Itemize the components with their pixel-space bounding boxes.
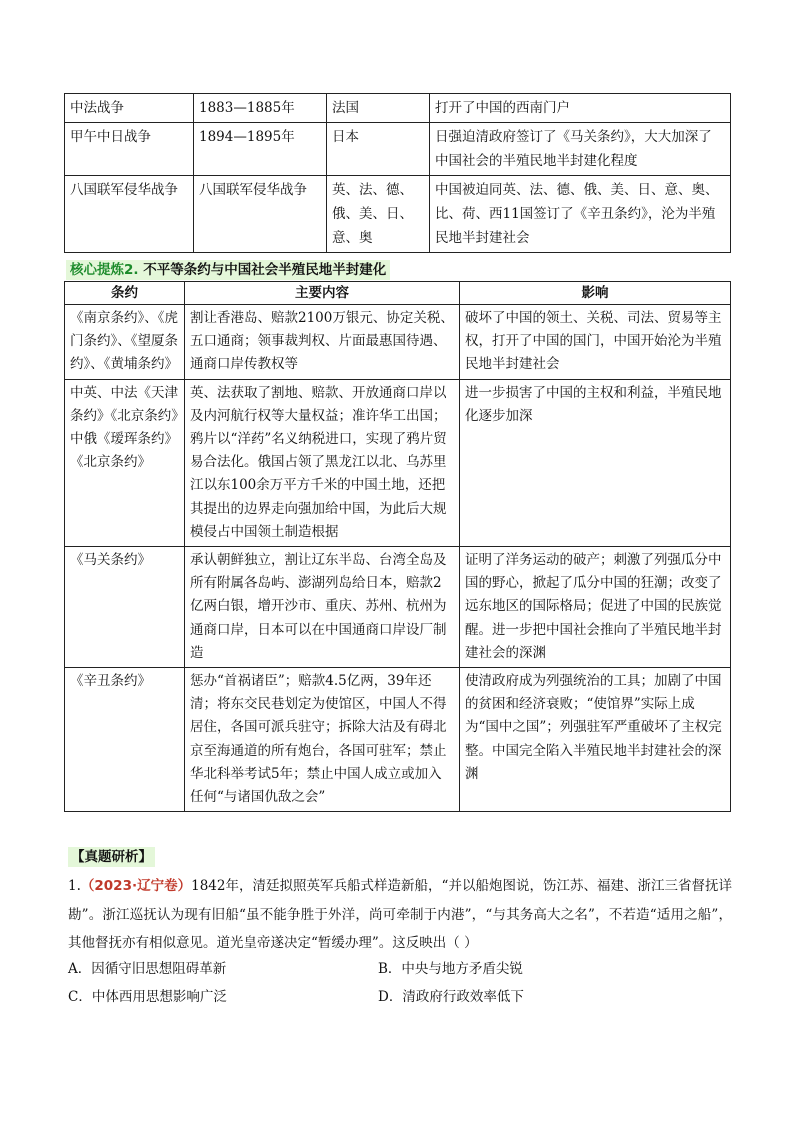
question-number: 1. — [68, 878, 81, 894]
treaty-content-cell: 英、法获取了割地、赔款、开放通商口岸以及内河航行权等大量权益；准许华工出国；鸦片以“洋药”名义纳税进口，实现了鸦片贸易合法化。俄国占领了黑龙江以北、乌苏里江以东100余万平方千米的中国土地，还把其提出的边界走向强加给中国，为此后大规模侵占中国领土制造根据 — [185, 379, 460, 546]
table-row — [65, 547, 731, 668]
war-country-cell: 英、法、德、俄、美、日、意、奥 — [327, 176, 430, 253]
treaty-content-cell: 惩办“首祸诸臣”；赔款4.5亿两，39年还清；将东交民巷划定为使馆区，中国人不得居住，各国可派兵驻守；拆除大沽及有碍北京至海通道的所有炮台，各国可驻军；禁止华北科举考试5年；禁止中国人成立或加入任何“与诸国仇敌之会” — [185, 668, 460, 812]
war-period-cell: 1894—1895年 — [194, 123, 327, 176]
treaty-impact-cell: 进一步损害了中国的主权和利益，半殖民地化逐步加深 — [460, 379, 731, 546]
table-row — [65, 379, 731, 546]
table-row — [65, 305, 731, 380]
war-country-cell: 日本 — [327, 123, 430, 176]
question-text: 1842年，清廷拟照英军兵船式样造新船，“并以船炮图说，饬江苏、福建、浙江三省督抚详勘”。浙江巡抚认为现有旧船“虽不能争胜于外洋，尚可牵制于内港”，“与其务高大之名”，不若造“适用之船”，其他督抚亦有相似意见。道光皇帝遂决定“暂缓办理”。这反映出（ ） — [68, 878, 733, 952]
column-header: 影响 — [460, 282, 731, 305]
table-row — [65, 94, 731, 123]
section-tag: 【真题研析】 — [68, 847, 155, 867]
heading-label: 核心提炼2. — [70, 262, 139, 278]
war-period-cell: 八国联军侵华战争 — [194, 176, 327, 253]
option-d[interactable]: D．清政府行政效率低下 — [378, 989, 524, 1005]
war-country-cell: 法国 — [327, 94, 430, 123]
war-name-cell: 中法战争 — [65, 94, 194, 123]
option-a[interactable]: A．因循守旧思想阻碍革新 — [68, 961, 227, 977]
treaty-content-cell: 割让香港岛、赔款2100万银元、协定关税、五口通商；领事裁判权、片面最惠国待遇、通商口岸传教权等 — [185, 305, 460, 380]
treaty-name-cell: 《马关条约》 — [65, 547, 185, 668]
war-result-cell: 日强迫清政府签订了《马关条约》，大大加深了中国社会的半殖民地半封建化程度 — [430, 123, 731, 176]
question-source: （2023·辽宁卷） — [80, 878, 192, 894]
treaty-name-cell: 《南京条约》、《虎门条约》、《望厦条约》、《黄埔条约》 — [65, 305, 185, 380]
question-stem — [68, 872, 732, 958]
treaty-impact-cell: 使清政府成为列强统治的工具；加剧了中国的贫困和经济衰败；“使馆界”实际上成为“国中之国”；列强驻军严重破坏了主权完整。中国完全陷入半殖民地半封建社会的深渊 — [460, 668, 731, 812]
war-name-cell: 甲午中日战争 — [65, 123, 194, 176]
war-table — [64, 93, 731, 253]
war-result-cell: 打开了中国的西南门户 — [430, 94, 731, 123]
table-row — [65, 176, 731, 253]
table-row — [65, 668, 731, 812]
table-header-row — [65, 282, 731, 305]
treaty-impact-cell: 证明了洋务运动的破产；刺激了列强瓜分中国的野心，掀起了瓜分中国的狂潮；改变了远东地区的国际格局；促进了中国的民族觉醒。进一步把中国社会推向了半殖民地半封建社会的深渊 — [460, 547, 731, 668]
column-header: 主要内容 — [185, 282, 460, 305]
war-result-cell: 中国被迫同英、法、德、俄、美、日、意、奥、比、荷、西11国签订了《辛丑条约》，沦为半殖民地半封建社会 — [430, 176, 731, 253]
treaty-table — [64, 281, 731, 812]
war-period-cell: 1883—1885年 — [194, 94, 327, 123]
heading-title: 不平等条约与中国社会半殖民地半封建化 — [143, 262, 387, 278]
treaty-impact-cell: 破坏了中国的领土、关税、司法、贸易等主权，打开了中国的国门，中国开始沦为半殖民地半封建社会 — [460, 305, 731, 380]
table-row — [65, 123, 731, 176]
option-b[interactable]: B．中央与地方矛盾尖锐 — [378, 961, 523, 977]
treaty-name-cell: 《辛丑条约》 — [65, 668, 185, 812]
column-header: 条约 — [65, 282, 185, 305]
treaty-content-cell: 承认朝鲜独立，割让辽东半岛、台湾全岛及所有附属各岛屿、澎湖列岛给日本，赔款2亿两白银，增开沙市、重庆、苏州、杭州为通商口岸，日本可以在中国通商口岸设厂制造 — [185, 547, 460, 668]
war-name-cell: 八国联军侵华战争 — [65, 176, 194, 253]
section-heading — [66, 260, 390, 280]
option-c[interactable]: C．中体西用思想影响广泛 — [68, 989, 227, 1005]
treaty-name-cell: 中英、中法《天津条约》《北京条约》中俄《瑷珲条约》《北京条约》 — [65, 379, 185, 546]
